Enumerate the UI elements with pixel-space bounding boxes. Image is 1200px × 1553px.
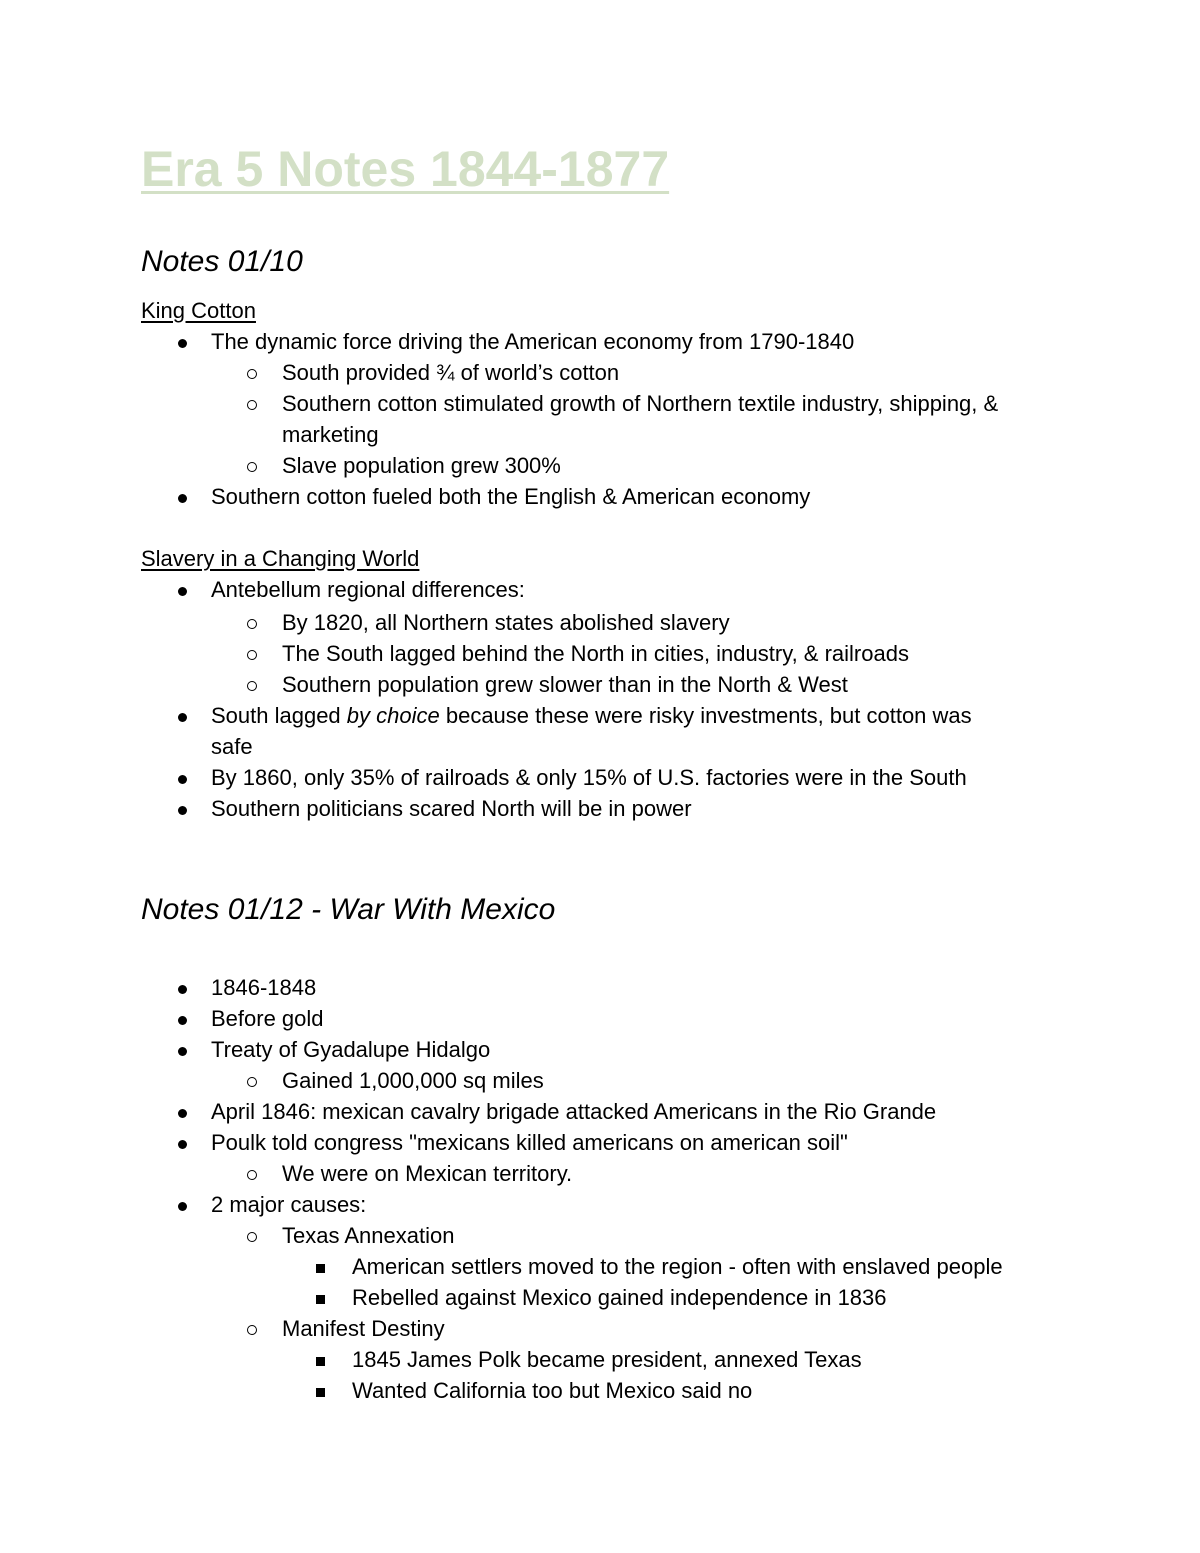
bullet-disc (178, 577, 187, 603)
list-item: Southern population grew slower than in the North & West (282, 672, 848, 697)
page-title: Era 5 Notes 1844-1877 (141, 141, 670, 197)
list-item: Antebellum regional differences: (211, 577, 525, 602)
section-heading-notes-0112: Notes 01/12 - War With Mexico (141, 893, 556, 926)
text-run: because these were risky investments, but cotton was (439, 703, 972, 728)
bullet-disc (178, 1006, 187, 1032)
bullet-disc (178, 796, 187, 822)
list-item: Slave population grew 300% (282, 453, 561, 478)
list-item: Treaty of Gyadalupe Hidalgo (211, 1037, 491, 1062)
bullet-square (316, 1347, 325, 1373)
subheading-slavery: Slavery in a Changing World (141, 546, 420, 571)
list-item: Southern cotton fueled both the English & American economy (211, 484, 811, 509)
bullet-disc (178, 1099, 187, 1125)
list-item: Southern politicians scared North will be in power (211, 796, 692, 821)
list-item: Wanted California too but Mexico said no (352, 1378, 753, 1403)
bullet-circle (247, 1316, 257, 1342)
bullet-circle (247, 391, 257, 417)
section-heading-notes-0110: Notes 01/10 (141, 245, 303, 278)
bullet-disc (178, 329, 187, 355)
bullet-circle (247, 453, 257, 479)
bullet-circle (247, 1068, 257, 1094)
list-item: 1846-1848 (211, 975, 317, 1000)
list-item (211, 703, 972, 729)
bullet-disc (178, 1037, 187, 1063)
list-item: Gained 1,000,000 sq miles (282, 1068, 544, 1093)
list-item: The South lagged behind the North in cities, industry, & railroads (282, 641, 909, 666)
bullet-circle (247, 1161, 257, 1187)
bullet-disc (178, 1130, 187, 1156)
bullet-circle (247, 360, 257, 386)
bullet-circle (247, 672, 257, 698)
bullet-disc (178, 1192, 187, 1218)
bullet-square (316, 1285, 325, 1311)
list-item-continuation: safe (211, 734, 253, 759)
bullet-disc (178, 765, 187, 791)
subheading-king-cotton: King Cotton (141, 298, 256, 323)
bullet-square (316, 1378, 325, 1404)
list-item: Before gold (211, 1006, 324, 1031)
list-item: Poulk told congress "mexicans killed americans on american soil" (211, 1130, 848, 1155)
list-item: 1845 James Polk became president, annexed Texas (352, 1347, 862, 1372)
list-item: South provided ¾ of world’s cotton (282, 360, 620, 385)
list-item: American settlers moved to the region - often with enslaved people (352, 1254, 1003, 1279)
list-item: April 1846: mexican cavalry brigade attacked Americans in the Rio Grande (211, 1099, 937, 1124)
bullet-disc (178, 484, 187, 510)
bullet-circle (247, 610, 257, 636)
bullet-disc (178, 703, 187, 729)
list-item-continuation: marketing (282, 422, 379, 447)
list-item: Manifest Destiny (282, 1316, 445, 1341)
list-item: The dynamic force driving the American economy from 1790-1840 (211, 329, 855, 354)
bullet-square (316, 1254, 325, 1280)
text-run: South lagged (211, 703, 347, 728)
bullet-circle (247, 1223, 257, 1249)
list-item: By 1860, only 35% of railroads & only 15% of U.S. factories were in the South (211, 765, 967, 790)
list-item: 2 major causes: (211, 1192, 367, 1217)
list-item: Southern cotton stimulated growth of Northern textile industry, shipping, & (282, 391, 999, 416)
list-item: By 1820, all Northern states abolished slavery (282, 610, 730, 635)
bullet-circle (247, 641, 257, 667)
bullet-disc (178, 975, 187, 1001)
emphasis-text: by choice (346, 703, 440, 728)
list-item: Rebelled against Mexico gained independence in 1836 (352, 1285, 887, 1310)
list-item: Texas Annexation (282, 1223, 455, 1248)
list-item: We were on Mexican territory. (282, 1161, 573, 1186)
